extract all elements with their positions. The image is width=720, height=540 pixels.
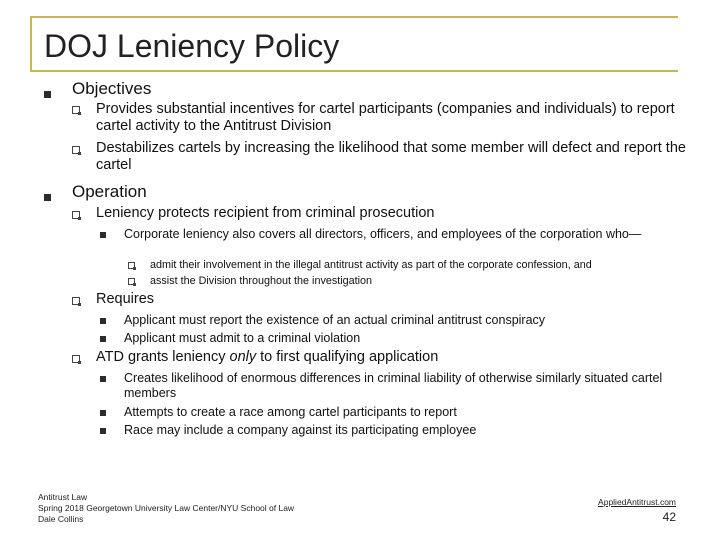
title-frame-left: [30, 16, 32, 72]
bullet-square-icon: [100, 376, 106, 382]
footer-credits: [38, 492, 294, 525]
footer-term: Spring 2018 Georgetown University Law Center/NYU School of Law: [38, 503, 295, 513]
bullet-corporate-leniency: Corporate leniency also covers all directors, officers, and employees of the corporation who—: [124, 227, 642, 241]
bullet-admit-involvement: admit their involvement in the illegal antitrust activity as part of the corporate confession, and: [150, 259, 592, 271]
bullet-square-icon: [100, 318, 106, 324]
bullet-race-to-report: Attempts to create a race among cartel participants to report: [124, 405, 457, 419]
bullet-square-icon: [44, 91, 51, 98]
bullet-leniency-protects: Leniency protects recipient from criminal prosecution: [96, 205, 435, 221]
bullet-assist-division: assist the Division throughout the investigation: [150, 275, 373, 287]
bullet-hollow-square-icon: [72, 106, 80, 114]
bullet-hollow-square-icon: [72, 146, 80, 154]
bullet-destabilizes: Destabilizes cartels by increasing the likelihood that some member will defect and report the cartel: [96, 140, 686, 173]
bullet-differences-liability: Creates likelihood of enormous differences in criminal liability of otherwise similarly situated cartel members: [124, 371, 663, 400]
title-underline: [30, 70, 678, 72]
bullet-first-qualifying-after: to first qualifying application: [256, 349, 439, 365]
bullet-first-qualifying: [96, 349, 686, 366]
bullet-square-icon: [100, 428, 106, 434]
bullet-square-icon: [100, 336, 106, 342]
bullet-first-qualifying-emphasis: only: [229, 349, 257, 365]
bullet-hollow-square-icon: [72, 211, 80, 219]
bullet-hollow-square-icon: [72, 355, 80, 363]
footer-course: Antitrust Law: [38, 492, 88, 502]
bullet-square-icon: [44, 194, 51, 201]
slide-title: DOJ Leniency Policy: [44, 28, 340, 64]
bullet-objectives: Objectives: [72, 79, 152, 98]
bullet-operation: Operation: [72, 182, 147, 201]
bullet-square-icon: [100, 232, 106, 238]
bullet-requires: Requires: [96, 291, 155, 307]
title-frame-top: [30, 16, 678, 18]
bullet-hollow-square-icon: [128, 278, 135, 285]
bullet-company-vs-employee: Race may include a company against its participating employee: [124, 423, 477, 437]
bullet-first-qualifying-before: ATD grants leniency: [96, 349, 230, 365]
bullet-hollow-square-icon: [128, 262, 135, 269]
bullet-report-conspiracy: Applicant must report the existence of an actual criminal antitrust conspiracy: [124, 313, 546, 327]
bullet-hollow-square-icon: [72, 297, 80, 305]
footer-author: Dale Collins: [38, 514, 84, 524]
bullet-admit-violation: Applicant must admit to a criminal violation: [124, 331, 361, 345]
bullet-square-icon: [100, 410, 106, 416]
bullet-incentives: Provides substantial incentives for cartel participants (companies and individuals) to report cartel activity to the Antitrust Division: [96, 101, 675, 134]
footer-website-link[interactable]: AppliedAntitrust.com: [598, 497, 676, 507]
page-number: 42: [662, 510, 676, 524]
